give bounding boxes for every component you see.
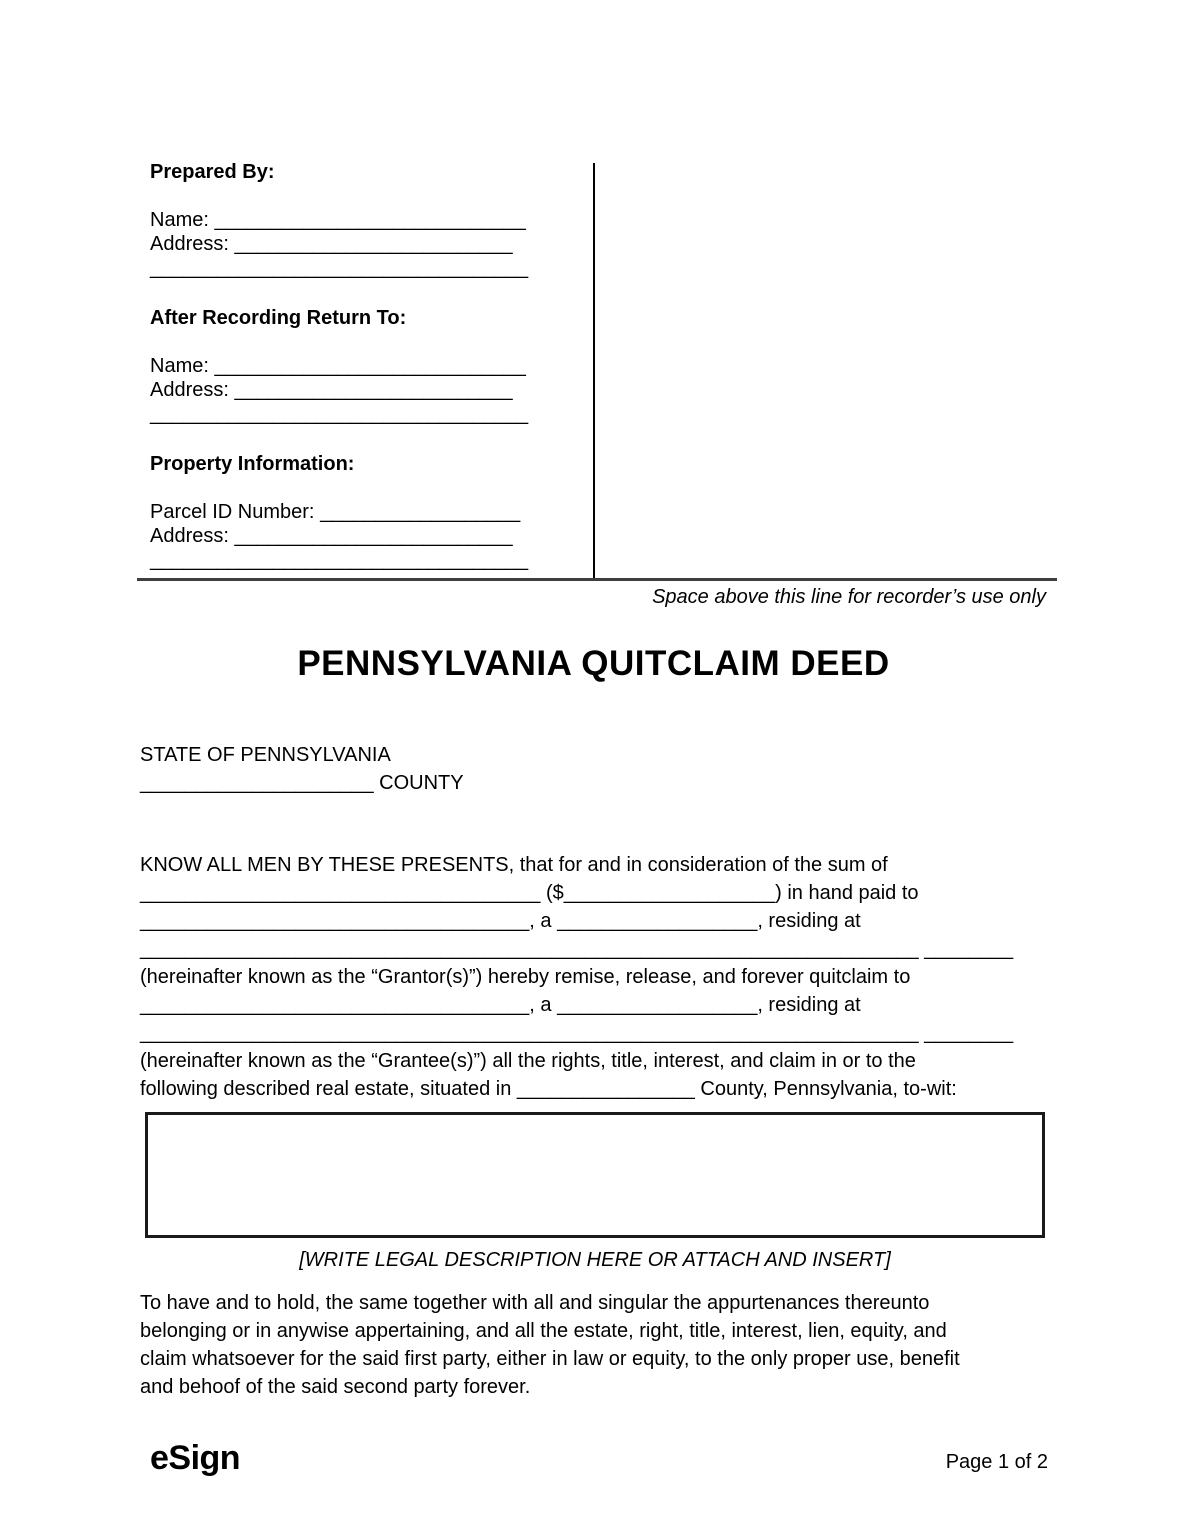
address-blank[interactable]: _________________________ <box>234 379 513 401</box>
text-line: ______________________________________________________________________ ________ <box>140 938 1014 960</box>
document-title: PENNSYLVANIA QUITCLAIM DEED <box>297 644 890 683</box>
text-line: ___________________________________, a __________________, residing at <box>140 994 861 1016</box>
field-line <box>150 524 550 548</box>
address-continuation-blank[interactable]: __________________________________ <box>150 549 529 571</box>
county-line: _____________________ COUNTY <box>140 772 464 794</box>
deed-body-paragraph <box>140 851 1013 1103</box>
text-line: and behoof of the said second party forever. <box>140 1376 531 1398</box>
jurisdiction-block <box>140 741 464 797</box>
recorder-use-divider <box>137 578 1057 581</box>
property-info-section <box>150 452 550 572</box>
address-blank[interactable]: _________________________ <box>234 525 513 547</box>
legal-description-box[interactable] <box>145 1112 1045 1238</box>
field-label: Name: <box>150 209 209 231</box>
prepared-by-section <box>150 160 550 280</box>
field-line <box>150 500 550 524</box>
recorder-vertical-divider <box>593 163 595 578</box>
return-to-section <box>150 306 550 426</box>
text-line: ___________________________________, a __________________, residing at <box>140 910 861 932</box>
section-heading: After Recording Return To: <box>150 307 407 329</box>
field-label: Address: <box>150 233 229 255</box>
text-line: (hereinafter known as the “Grantee(s)”) all the rights, title, interest, and claim in or to the <box>140 1050 916 1072</box>
text-line: claim whatsoever for the said first party, either in law or equity, to the only proper use, benefit <box>140 1348 960 1370</box>
field-line <box>150 256 550 280</box>
field-line <box>150 402 550 426</box>
text-line: To have and to hold, the same together with all and singular the appurtenances thereunto <box>140 1292 930 1314</box>
field-line <box>150 208 550 232</box>
esign-logo: eSign <box>150 1439 241 1477</box>
field-line <box>150 232 550 256</box>
text-line: following described real estate, situated in ________________ County, Pennsylvania, to-wit: <box>140 1078 957 1100</box>
text-line: KNOW ALL MEN BY THESE PRESENTS, that for and in consideration of the sum of <box>140 854 888 876</box>
field-label: Address: <box>150 525 229 547</box>
recorder-header <box>150 160 550 572</box>
parcel-id-blank[interactable]: __________________ <box>320 501 521 523</box>
spacer <box>150 476 550 500</box>
spacer <box>150 184 550 208</box>
habendum-paragraph <box>140 1289 960 1401</box>
text-line: ______________________________________________________________________ ________ <box>140 1022 1014 1044</box>
legal-description-caption: [WRITE LEGAL DESCRIPTION HERE OR ATTACH AND INSERT] <box>299 1249 891 1271</box>
name-blank[interactable]: ____________________________ <box>214 355 526 377</box>
state-line: STATE OF PENNSYLVANIA <box>140 744 391 766</box>
address-continuation-blank[interactable]: __________________________________ <box>150 257 529 279</box>
address-continuation-blank[interactable]: __________________________________ <box>150 403 529 425</box>
spacer <box>150 330 550 354</box>
text-line: (hereinafter known as the “Grantor(s)”) hereby remise, release, and forever quitclaim to <box>140 966 911 988</box>
recorder-use-note: Space above this line for recorder’s use only <box>652 586 1046 608</box>
field-label: Address: <box>150 379 229 401</box>
name-blank[interactable]: ____________________________ <box>214 209 526 231</box>
address-blank[interactable]: _________________________ <box>234 233 513 255</box>
field-label: Parcel ID Number: <box>150 501 315 523</box>
field-line <box>150 548 550 572</box>
page-number: Page 1 of 2 <box>945 1451 1048 1473</box>
text-line: belonging or in anywise appertaining, and all the estate, right, title, interest, lien, equity, and <box>140 1320 947 1342</box>
field-line <box>150 354 550 378</box>
section-heading: Prepared By: <box>150 161 275 183</box>
field-line <box>150 378 550 402</box>
section-heading: Property Information: <box>150 453 355 475</box>
text-line: ____________________________________ ($___________________) in hand paid to <box>140 882 919 904</box>
field-label: Name: <box>150 355 209 377</box>
